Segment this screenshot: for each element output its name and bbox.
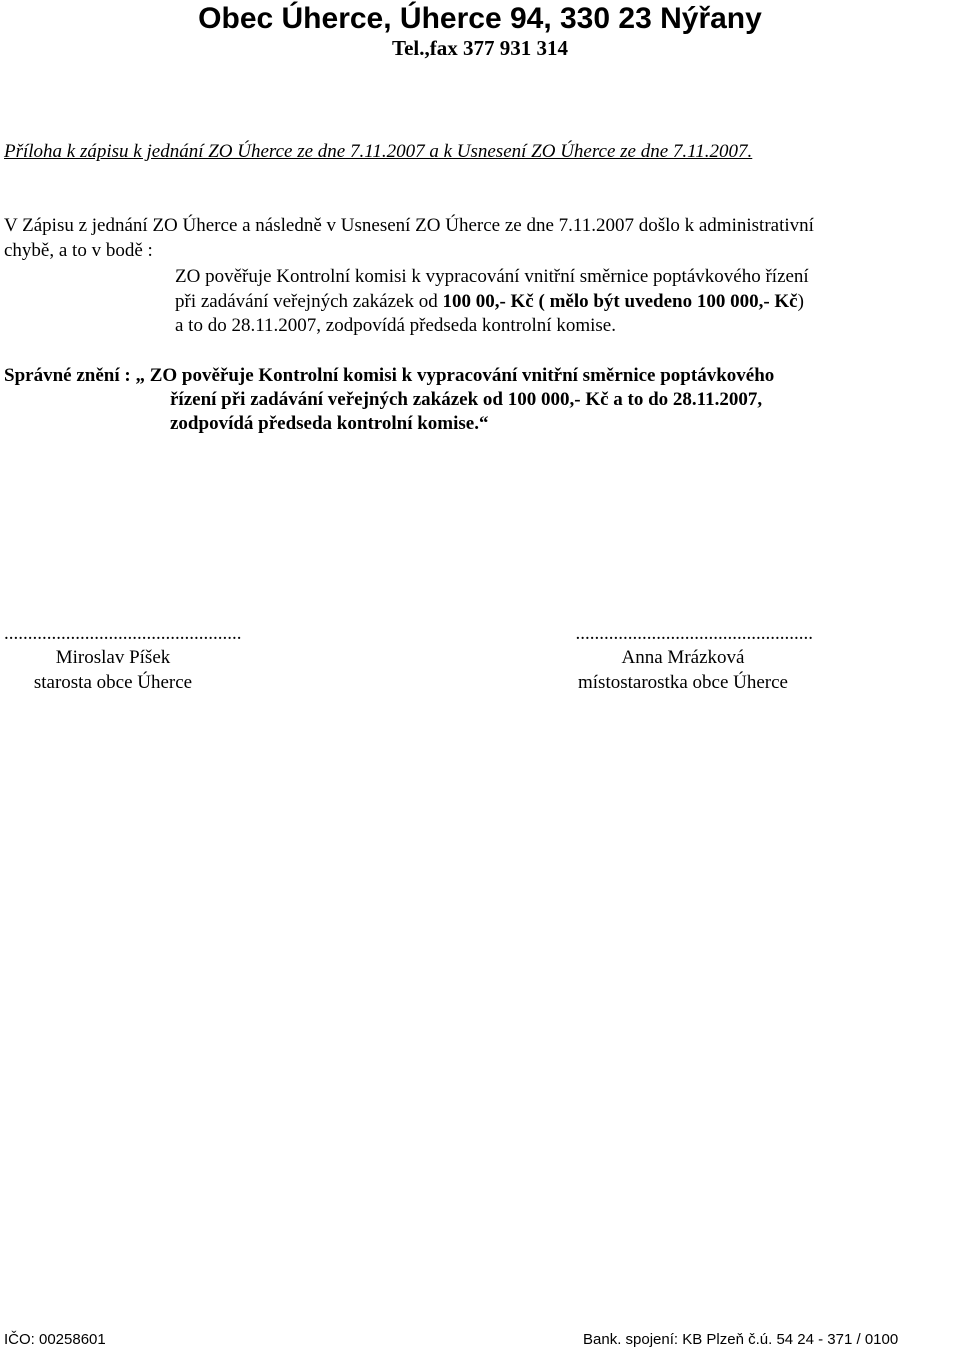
quote-line-2-bold: 100 00,- Kč ( mělo být uvedeno 100 000,- Kč (442, 291, 798, 312)
correct-line-1 (4, 365, 774, 387)
correct-line-2: řízení při zadávání veřejných zakázek od 100 000,- Kč a to do 28.11.2007, (170, 389, 763, 410)
phone-fax: Tel.,fax 377 931 314 (392, 36, 568, 60)
correct-text-1: „ ZO pověřuje Kontrolní komisi k vypracování vnitřní směrnice poptávkového (135, 365, 775, 386)
document-title: Obec Úherce, Úherce 94, 330 23 Nýřany (198, 2, 762, 35)
correct-line-3: zodpovídá předseda kontrolní komise.“ (170, 413, 489, 434)
quote-line-2-end: ) (797, 291, 804, 312)
signature-right-name: Anna Mrázková (621, 647, 745, 668)
quote-line-2-start: při zadávání veřejných zakázek od (175, 291, 443, 312)
quote-line-3: a to do 28.11.2007, zodpovídá předseda kontrolní komise. (175, 315, 616, 336)
signature-left-name: Miroslav Píšek (55, 647, 171, 668)
quote-line-2 (175, 291, 804, 313)
attachment-line: Příloha k zápisu k jednání ZO Úherce ze dne 7.11.2007 a k Usnesení ZO Úherce ze dne 7.11.2007. (4, 141, 753, 162)
signature-left-dots: .................................................. (4, 623, 242, 644)
signature-right-dots: .................................................. (575, 623, 813, 644)
footer-bank: Bank. spojení: KB Plzeň č.ú. 54 24 - 371 / 0100 (583, 1331, 899, 1348)
footer-ico: IČO: 00258601 (4, 1331, 106, 1348)
intro-line-2: chybě, a to v bodě : (4, 240, 153, 261)
signature-left-role: starosta obce Úherce (33, 672, 193, 693)
signature-right-role: místostarostka obce Úherce (578, 672, 788, 693)
correct-label: Správné znění : (4, 365, 136, 386)
quote-line-1: ZO pověřuje Kontrolní komisi k vypracování vnitřní směrnice poptávkového řízení (175, 266, 809, 287)
intro-line-1: V Zápisu z jednání ZO Úherce a následně v Usnesení ZO Úherce ze dne 7.11.2007 došlo k administrativní (4, 215, 814, 236)
